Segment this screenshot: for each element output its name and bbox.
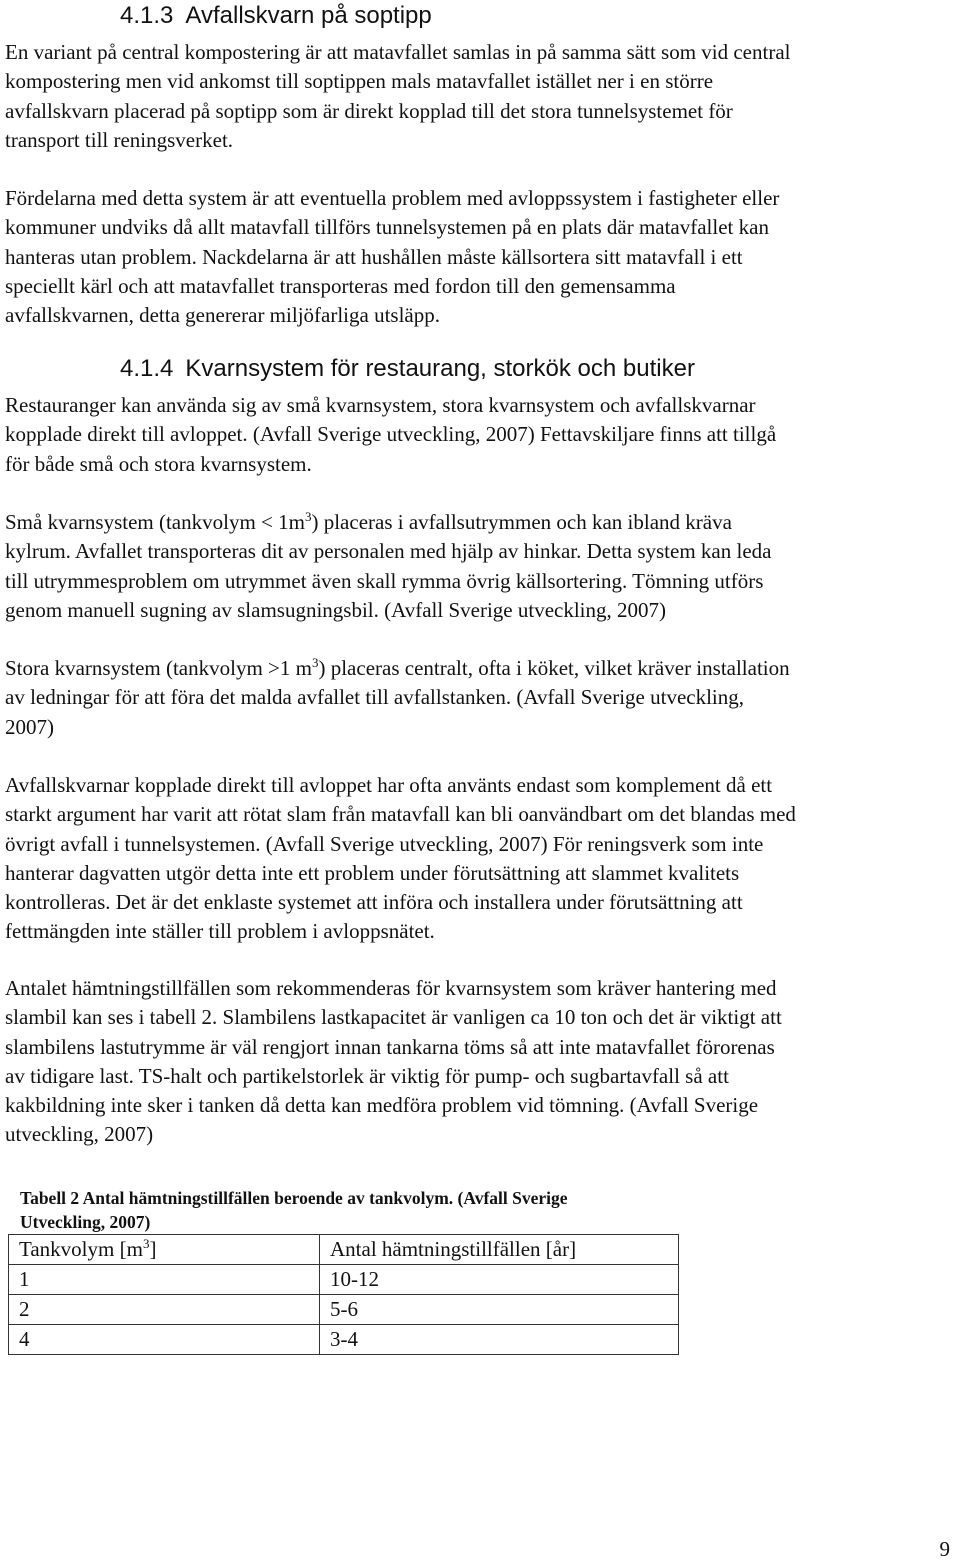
text-line: för både små och stora kvarnsystem. <box>5 451 312 476</box>
superscript: 3 <box>311 655 319 670</box>
table-row <box>9 1265 679 1295</box>
tank-volume-table <box>8 1234 679 1355</box>
text-line: slambil kan ses i tabell 2. Slambilens lastkapacitet är vanligen ca 10 ton och det är viktigt att <box>5 1005 782 1030</box>
text-line: genom manuell sugning av slamsugningsbil. (Avfall Sverige utveckling, 2007) <box>5 597 667 622</box>
paragraph <box>5 38 950 155</box>
table-row <box>9 1325 679 1355</box>
text-line: starkt argument har varit att rötat slam från matavfall kan bli oanvändbart om det blandas med <box>5 802 796 827</box>
text-line: kontrolleras. Det är det enklaste systemet att införa och installera under förutsättning att <box>5 890 743 915</box>
table-header-row <box>9 1235 679 1265</box>
text-line: slambilens lastutrymme är väl rengjort innan tankarna töms så att inte matavfallet förorenas <box>5 1034 775 1059</box>
text-line: kakbildning inte sker i tanken då detta kan medföra problem vid tömning. (Avfall Sverige <box>5 1093 759 1118</box>
text-line: fettmängden inte ställer till problem i avloppsnätet. <box>5 919 435 944</box>
cell-tank-volume: 1 <box>9 1265 320 1295</box>
superscript: 3 <box>142 1236 150 1251</box>
text-line: avfallskvarn placerad på soptipp som är direkt kopplad till det stora tunnelsystemet för <box>5 98 733 123</box>
text-line: kommuner undviks då allt matavfall tillförs tunnelsystemen på en plats där matavfallet kan <box>5 215 769 240</box>
page-number: 9 <box>939 1537 950 1561</box>
text-line: Fördelarna med detta system är att eventuella problem med avloppssystem i fastigheter eller <box>5 186 780 210</box>
text-line: Antalet hämtningstillfällen som rekommenderas för kvarnsystem som kräver hantering med <box>5 976 777 1000</box>
paragraph <box>5 184 950 330</box>
cell-collection-count: 3-4 <box>320 1325 679 1355</box>
paragraph <box>5 654 950 742</box>
section-heading-4-1-3 <box>120 1 432 31</box>
text-line: övrigt avfall i tunnelsystemen. (Avfall Sverige utveckling, 2007) För reningsverk som inte <box>5 831 764 856</box>
text-line: av ledningar för att föra det malda avfallet till avfallstanken. (Avfall Sverige utveckling, <box>5 685 744 710</box>
text-line: hanteras utan problem. Nackdelarna är att hushållen måste källsortera sitt matavfall i ett <box>5 244 743 269</box>
text-line: Restauranger kan använda sig av små kvarnsystem, stora kvarnsystem och avfallskvarnar <box>5 393 756 417</box>
text-line: till utrymmesproblem om utrymmet även skall rymma övrig källsortering. Tömning utförs <box>5 568 764 593</box>
section-number: 4.1.3 <box>120 2 174 29</box>
text-line: 2007) <box>5 714 54 739</box>
text-line: transport till reningsverket. <box>5 127 234 152</box>
caption-line: Utveckling, 2007) <box>20 1212 151 1232</box>
text-line: En variant på central kompostering är att matavfallet samlas in på samma sätt som vid central <box>5 40 791 64</box>
text-line <box>5 654 950 683</box>
text-line: kopplade direkt till avloppet. (Avfall Sverige utveckling, 2007) Fettavskiljare finns att tillgå <box>5 422 777 447</box>
header-text: Tankvolym [m <box>19 1237 143 1261</box>
section-number: 4.1.4 <box>120 355 174 382</box>
paragraph <box>5 771 950 947</box>
text-line <box>5 508 950 537</box>
text-fragment: ) placeras centralt, ofta i köket, vilket kräver installation <box>318 656 790 680</box>
text-line: hanterar dagvatten utgör detta inte ett problem under förutsättning att slammet kvalitets <box>5 860 740 885</box>
paragraph <box>5 391 950 479</box>
section-title: Avfallskvarn på soptipp <box>185 2 432 29</box>
header-text: ] <box>149 1237 157 1261</box>
text-line: kylrum. Avfallet transporteras dit av personalen med hjälp av hinkar. Detta system kan leda <box>5 539 772 564</box>
text-line: utveckling, 2007) <box>5 1122 154 1147</box>
table-caption <box>20 1186 720 1234</box>
text-fragment: ) placeras i avfallsutrymmen och kan ibland kräva <box>311 510 732 534</box>
text-line: avfallskvarnen, detta genererar miljöfarliga utsläpp. <box>5 303 440 328</box>
header-cell-tank-volume <box>9 1235 320 1265</box>
cell-collection-count: 5-6 <box>320 1295 679 1325</box>
text-fragment: Små kvarnsystem (tankvolym < 1m <box>5 510 305 534</box>
paragraph <box>5 508 950 625</box>
text-line: Avfallskvarnar kopplade direkt till avloppet har ofta använts endast som komplement då ett <box>5 773 773 797</box>
text-line: speciellt kärl och att matavfallet transporteras med fordon till den gemensamma <box>5 273 676 298</box>
superscript: 3 <box>304 509 312 524</box>
text-line: kompostering men vid ankomst till soptippen mals matavfallet istället ner i en större <box>5 69 714 94</box>
paragraph <box>5 974 950 1150</box>
section-title: Kvarnsystem för restaurang, storkök och butiker <box>185 355 695 382</box>
header-cell-collection-count: Antal hämtningstillfällen [år] <box>320 1235 679 1265</box>
section-heading-4-1-4 <box>120 354 695 384</box>
text-line: av tidigare last. TS-halt och partikelstorlek är viktig för pump- och sugbartavfall så att <box>5 1063 729 1088</box>
caption-line: Tabell 2 Antal hämtningstillfällen beroende av tankvolym. (Avfall Sverige <box>20 1188 568 1208</box>
cell-tank-volume: 2 <box>9 1295 320 1325</box>
cell-collection-count: 10-12 <box>320 1265 679 1295</box>
cell-tank-volume: 4 <box>9 1325 320 1355</box>
text-fragment: Stora kvarnsystem (tankvolym >1 m <box>5 656 312 680</box>
table-row <box>9 1295 679 1325</box>
